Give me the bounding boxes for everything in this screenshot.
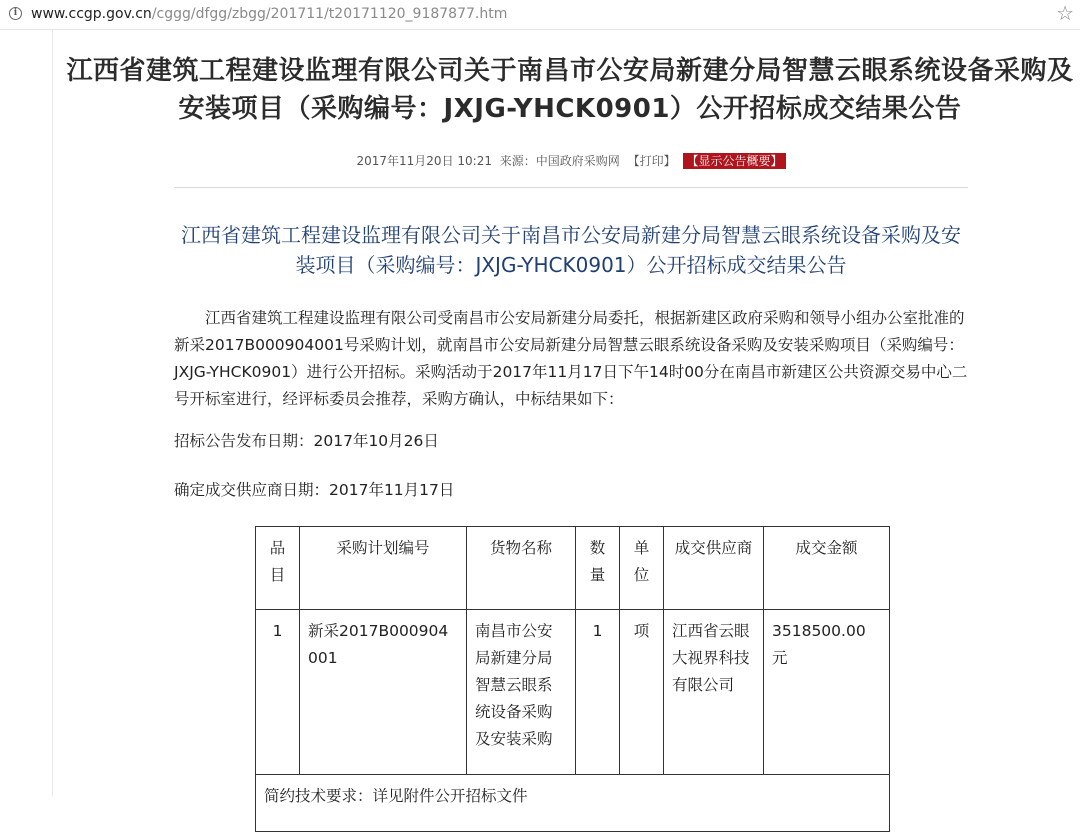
url-path: /cggg/dfgg/zbgg/201711/t20171120_9187877.htm <box>151 6 508 22</box>
header-goods: 货物名称 <box>467 527 576 610</box>
cell-unit: 项 <box>620 610 664 775</box>
divider <box>174 187 968 188</box>
show-summary-button[interactable]: 【显示公告概要】 <box>683 153 785 169</box>
table-row <box>256 610 890 775</box>
publish-datetime: 2017年11月20日 10:21 <box>356 154 492 168</box>
supplier-date: 确定成交供应商日期：2017年11月17日 <box>174 481 455 499</box>
cell-goods: 南昌市公安局新建分局智慧云眼系统设备采购及安装采购 <box>467 610 576 775</box>
tech-requirements: 简约技术要求：详见附件公开招标文件 <box>256 775 890 832</box>
intro-paragraph: 江西省建筑工程建设监理有限公司受南昌市公安局新建分局委托，根据新建区政府采购和领导小组办公室批准的新采2017B000904001号采购计划，就南昌市公安局新建分局智慧云眼系统设备采购及安装采购项目（采购编号：JXJG-YHCK0901）进行公开招标。采购活动于2017年11月17日下午14时00分在南昌市新建区公共资源交易中心二号开标室进行，经评标委员会推荐，采购方确认，中标结果如下： <box>174 309 968 408</box>
table-header-row <box>256 527 890 610</box>
address-bar[interactable] <box>0 0 1080 30</box>
left-margin <box>0 30 52 796</box>
header-amount: 成交金额 <box>764 527 890 610</box>
print-link[interactable]: 【打印】 <box>627 154 676 168</box>
cell-amount: 3518500.00元 <box>764 610 890 775</box>
source-label: 来源：中国政府采购网 <box>499 154 620 168</box>
header-supplier: 成交供应商 <box>664 527 764 610</box>
info-icon[interactable]: i <box>9 7 22 20</box>
header-plan-no: 采购计划编号 <box>300 527 467 610</box>
announcement-subtitle: 江西省建筑工程建设监理有限公司关于南昌市公安局新建分局智慧云眼系统设备采购及安装项目（采购编号：JXJG-YHCK0901）公开招标成交结果公告 <box>181 223 961 277</box>
header-qty: 数量 <box>576 527 620 610</box>
header-unit: 单位 <box>620 527 664 610</box>
page-title: 江西省建筑工程建设监理有限公司关于南昌市公安局新建分局智慧云眼系统设备采购及安装项目（采购编号：JXJG-YHCK0901）公开招标成交结果公告 <box>66 56 1074 124</box>
cell-supplier: 江西省云眼大视界科技有限公司 <box>664 610 764 775</box>
cell-item: 1 <box>256 610 300 775</box>
bookmark-star-icon[interactable]: ☆ <box>1056 1 1074 25</box>
cell-qty: 1 <box>576 610 620 775</box>
article-meta <box>174 152 968 170</box>
announce-date: 招标公告发布日期：2017年10月26日 <box>174 432 439 450</box>
url-text[interactable] <box>31 5 507 23</box>
table-footer-row <box>256 775 890 832</box>
cell-plan-no: 新采2017B000904001 <box>300 610 467 775</box>
result-table <box>255 526 890 832</box>
url-host: www.ccgp.gov.cn <box>31 6 152 22</box>
header-item: 品目 <box>256 527 300 610</box>
